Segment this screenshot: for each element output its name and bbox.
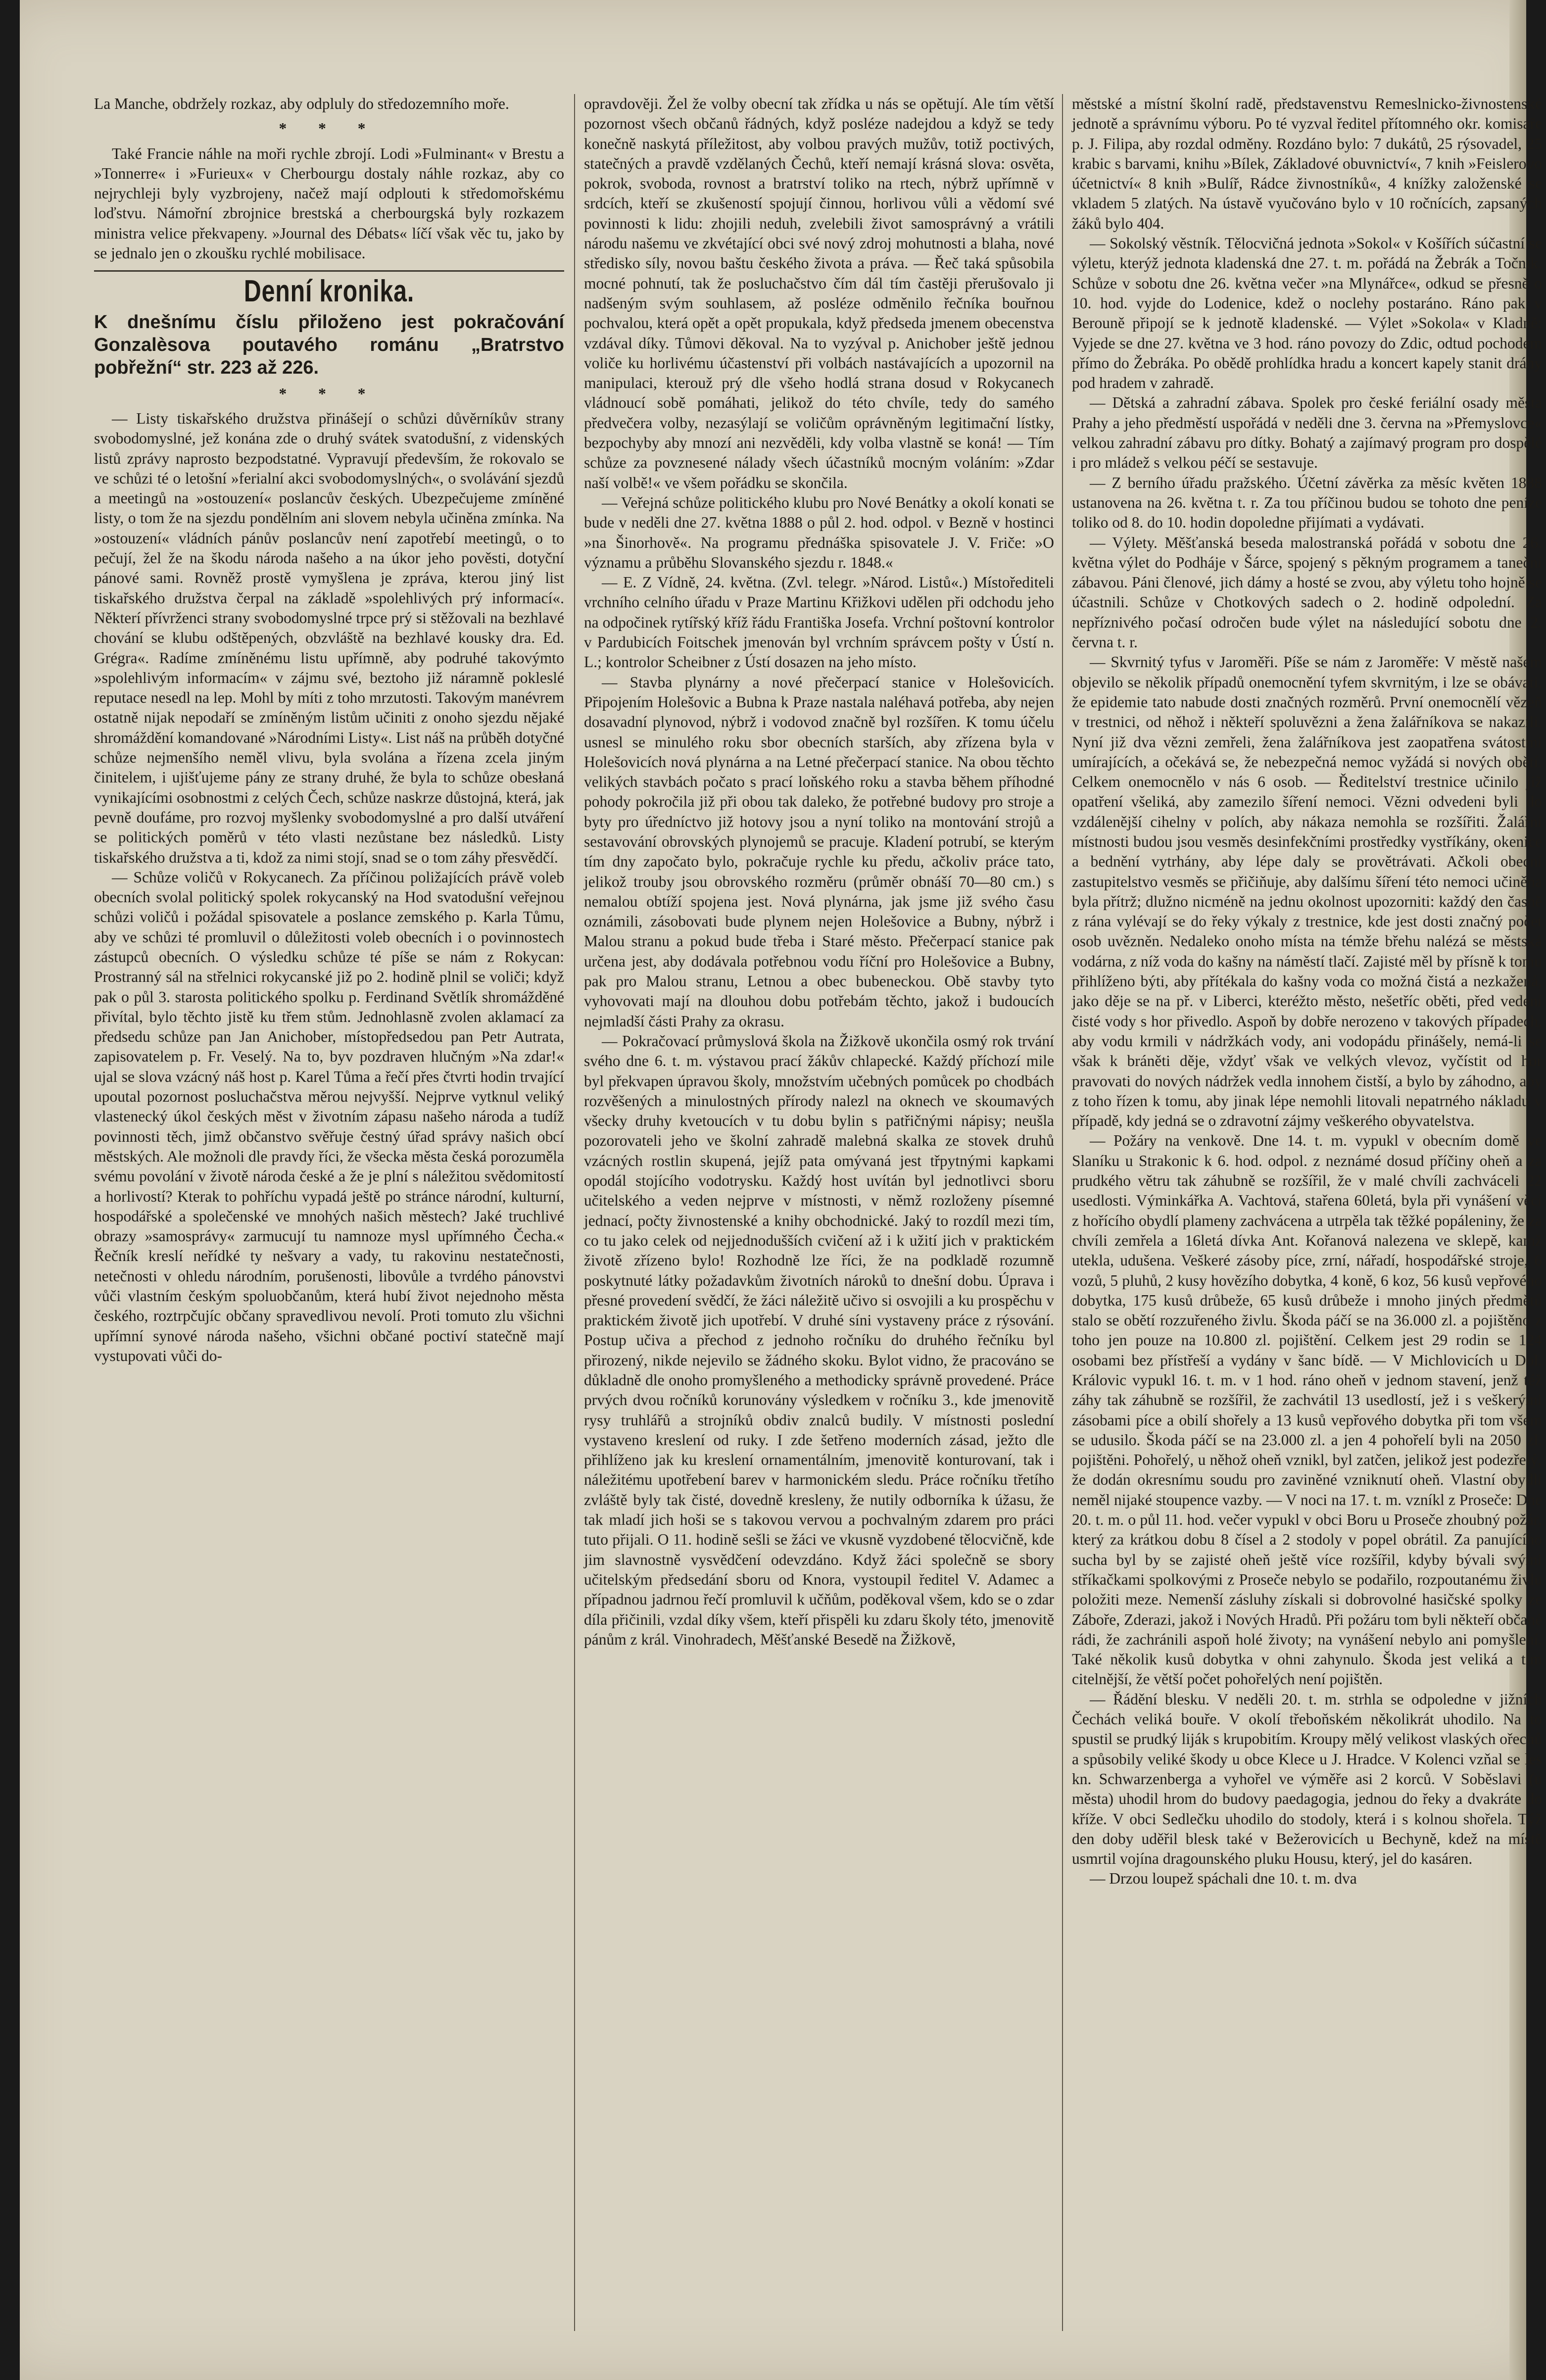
article-text: — Listy tiskařského družstva přinášejí o schůzi důvěrníkův strany svobodomyslné, jež konána zde o druhý svátek svatodušní, z videnských listů zprávy naprosto bezpodstatné. Vypravují především, že rokovalo se ve schůzi té o letošní »ferialní akci svobodomyslných«, o svolávání sjezdů a meetingů na »ostouzení« poslancův českých. Ubezpečujeme zmíněné listy, o tom že na sjezdu pondělním ani slovem nebyla učiněna zmínka. Na »ostouzení« vládních pánův poslancův není zapotřebí meetingů, o to pečují, žel že na škodu národa našeho a na úkor jeho pověsti, dotyční pánové sami. Rovněž prostě vymyšlena je zpráva, kterou jiný list tiskařského družstva čerpal na základě »spolehlivých prý informací«. Některí přívrženci strany svobodomyslné trpce prý si stěžovali na bezhlavé chování se klubu odštěpených, obzvláště na bezhlavé kousky dra. Ed. Grégra«. Radíme zmíněnému listu upřímně, aby podruhé takovýmto »spolehlivým informacím« v zájmu své, beztoho již náramně pokleslé reputace nesedl na lep. Mohl by míti z toho mrzutosti. Takovým manévrem ostatně nijak nepodaří se zmíněným listům učiniti z onoho sjezdu nějaké shromáždění komandované »Národními Listy«. List náš na průběh dotyčné schůze nejmenšího neměl vlivu, byla svolána a řízena zcela jiným činitelem, i ujišťujeme pány ze strany druhé, že byla to schůze obesłaná vynikajícími osobnostmi z celých Čech, schůze naskrze důstojná, která, jak pevně doufáme, pro rozvoj myšlenky svobodomyslné a pro další utváření se politických poměrů v této vlasti nezůstane bez následků. Listy tiskařského družstva a ti, kdož za nimi stojí, snad se o tom záhy přesvědčí. xyxy=(94,409,564,866)
article-text: — Výlety. Měšťanská beseda malostranská pořádá v sobotu dne 26. května výlet do Podháje v Šárce, spojený s pěkným programem a taneční zábavou. Páni členové, jich dámy a hosté se zvou, aby výletu toho hojně se účastnili. Schůze v Chotkových sadech o 2. hodině odpolední. Za nepříznivého počasí odročen bude výlet na následující sobotu dne 2. června t. r. xyxy=(1072,534,1542,651)
article-text: — E. Z Vídně, 24. května. (Zvl. telegr. »Národ. Listů«.) Místořediteli vrchního celního úřadu v Praze Martinu Křižkovi udělen při odchodu jeho na odpočinek rytířský kříž řádu Františka Josefa. Vrchní poštovní kontrolor v Pardubicích Foitschek jmenován byl vrchním správcem pošty v Ústí n. L.; kontrolor Scheibner z Ústí dosazen na jeho místo. xyxy=(584,574,1054,671)
article-text: — Sokolský věstník. Tělocvičná jednota »Sokol« v Košířích súčastní se výletu, kterýž jednota kladenská dne 27. t. m. pořádá na Žebrák a Točník. Schůze v sobotu dne 26. května večer »na Mlynářce«, odkud se přesně o 10. hod. vyjde do Lodenice, kdež o noclehy postaráno. Ráno pak v Berouně připojí se k jednotě kladenské. — Výlet »Sokola« v Kladně: Vyjede se dne 27. května ve 3 hod. ráno povozy do Zdic, odtud pochodem přímo do Žebráka. Po obědě prohlídka hradu a koncert kapely stanit dráhy pod hradem v zahradě. xyxy=(1072,235,1542,392)
article-text: — Stavba plynárny a nové přečerpací stanice v Holešovicích. Připojením Holešovic a Bubna k Praze nastala naléhavá potřeba, aby nejen dosavadní plynovod, nýbrž i vodovod značně byl rozšířen. K tomu účelu usnesl se minulého roku sbor obecních starších, aby zřízena byla v Holešovicích nová plynárna a na Letné přečerpací stanice. Na obou těchto velikých stavbách počato s prací loňského roku a stavba během příhodné pohody pokročila již při obou tak daleko, že potřebné budovy pro stroje a byty pro úředníctvo již hotovy jsou a nyní toliko na montování strojů a sestavování obrovských plynojemů se pracuje. Kladení potrubí, se kterým tím dny započato bylo, pokračuje rychle ku předu, ačkoliv práce tato, jelikož trouby jsou obrovského rozměru (průměr obnáší 70—80 cm.) s nemalou obtíží spojena jest. Nová plynárna, jak jsme již svého času oznámili, zásobovati bude plynem nejen Holešovice a Bubny, nýbrž i Malou stranu a pokud bude třeba i Staré město. Přečerpací stanice pak určena jest, aby dodávala potřebnou vodu říční pro Holešovice a Bubny, pak pro Malou stranu, Letnou a obec bubeneckou. Obě stavby tyto vyhovovati mají na dlouhou dobu potřebám těchto, jakož i budoucích nejmladší části Prahy za okrasu. xyxy=(584,673,1054,1030)
article-text: — Drzou loupež spáchali dne 10. t. m. dva xyxy=(1090,1870,1357,1888)
article-text: — Veřejná schůze politického klubu pro Nové Benátky a okolí konati se bude v neděli dne 27. května 1888 o půl 2. hod. odpol. v Bezně v hostinci »na Šinorhově«. Na programu přednáška spisovatele J. V. Friče: »O významu a průběhu Slovanského sjezdu r. 1848.« xyxy=(584,493,1054,571)
article-text: — Schůze voličů v Rokycanech. Za příčinou poližajících právě voleb obecních svolal politický spolek rokycanský na Hod svatodušní veřejnou schůzi voličů i požádal spisovatele a poslance zemského p. Karla Tůmu, aby ve schůzi té promluvil o důležitosti voleb obecních i o povinnostech zástupců obecních. O výsledku schůze té píše se nám z Rokycan: Prostranný sál na střelnici rokycanské již po 2. hodině plnil se voliči; když pak o půl 3. starosta politického spolku p. Ferdinand Světlík shromážděné přivítal, bylo těchto jistě ku třem stům. Jednohlasně zvolen aklamací za předsedu schůze pan Jan Anichober, místopředsedou pan Petr Autrata, zapisovatelem p. Fr. Veselý. Na to, byv pozdraven hlučným »Na zdar!« ujal se slova vzácný náš host p. Karel Tůma a řečí přes čtvrti hodin trvající upoutal pozornost posluchačstva měrou nejvyšší. Nejprve vytknul veliký vlastenecký úkol českých měst v životním zápasu našeho národa a tudíž povinnosti těch, jimž občanstvo svěřuje čestný úřad správy našich obcí městských. Ale možnoli dle pravdy říci, že všecka města česká porozuměla svému povolání v životě národa české a že je plní s náležitou svědomitostí a horlivostí? Kterak to pohříchu vypadá ještě po stránce národní, kulturní, hospodářské a společenské ve mnohých našich městech? Jaké truchlivé obrazy »samosprávy« zarmucují tu namnoze mysl upřímného Čecha.« Řečník kreslí neřídké ty nešvary a vady, tu rakovinu nestatečnosti, netečnosti v ohledu národním, porušenosti, libovůle a tvrdého pánovstvi vůči vlastním českým spoluobčanům, která hubí život nejednoho města českého, roztrpčujíc občany spravedlivou nevolí. Proti tomuto zlu všichni upřímní synové národa našeho, všichni občané poctiví statečně mají vystupovati vůči do- xyxy=(94,868,564,1364)
article-text: — Požáry na venkově. Dne 14. t. m. vypukl v obecním domě ve Slaníku u Strakonic k 6. hod. odpol. z neznámé dosud příčiny oheň a za prudkého větru tak záhubně se rozšířil, že v malé chvíli zachváceli 22 usedlosti. Výminkářka A. Vachtová, stařena 60letá, byla při vynášení věcí z hořícího obydlí plameny zachvácena a utrpěla tak těžké popáleniny, že za chvíli zemřela a 16letá dívka Ant. Kořanová nalezena ve sklepě, kamž utekla, udušena. Veškeré zásoby píce, zrní, nářadí, hospodářské stroje, 6 vozů, 5 pluhů, 2 kusy hovězího dobytka, 4 koně, 6 koz, 56 kusů vepřového dobytka, 175 kusů drůbeže, 65 kusů drůbeže i mnoho jiných předmětů stalo se obětí rozzuřeného živlu. Škoda páčí se na 36.000 zl. a pojištěno z toho jen pouze na 10.800 zl. pojištění. Celkem jest 29 rodin se 124 osobami bez přístřeší a vydány v šanc bídě. — V Michlovicích u Dol. Královic vypukl 16. t. m. v 1 hod. ráno oheň v jednom stavení, jenž též záhy tak záhubně se rozšířil, že zachvátil 13 usedlostí, jež i s veškerými zásobami píce a obilí shořely a 13 kusů vepřového dobytka při tom všem se udusilo. Škoda páčí se na 23.000 zl. a jen 4 pohořelí byli na 2050 zl. pojištěni. Pohořelý, u něhož oheň vznikl, byl zatčen, jelikož jest podezřelý, že dodán okresnímu soudu pro zaviněné vzniknutí oheň. Vlastní obydlí neměl nijaké stoupence vazby. — V noci na 17. t. m. vzníkl z Proseče: Dne 20. t. m. o půl 11. hod. večer vypukl v obci Boru u Proseče zhoubný požár, který za krátkou dobu 8 čísel a 2 stodoly v popel obrátil. Za panujícího sucha byl by se zajisté oheň ještě více rozšířil, kdyby bývali svými stříkačkami spolkovými z Proseče nebylo se podařilo, rozpoutanému živlu položiti meze. Nemenší zásluhy získali si dobrovolné hasičské spolky ze Záboře, Zderazi, jakož i Nových Hradů. Při požáru tom byli někteří občané rádi, že zachránili aspoň holé životy; na vynášení nebylo ani pomyšlení. Také několik kusů dobytka v ohni zahynulo. Škoda jest veliká a tím citelnější, že větší počet pohořelých není pojištěn. xyxy=(1072,1132,1542,1688)
section-separator-stars: * * * xyxy=(279,120,380,138)
supplement-notice: K dnešnímu číslu přiloženo jest pokračování Gonzalèsova poutavého románu „Bratrstvo pobřežní“ str. 223 až 226. xyxy=(94,311,564,378)
article-text: opravdověji. Žel že volby obecní tak zřídka u nás se opětují. Ale tím větší pozornost všech občanů řádných, když posléze nadejdou a když se tedy konečně naskytá příležitost, aby volbou pravých mužův, totiž poctivých, statečných a pravdě vzdělaných Čechů, kteří nemají krásná slova: osvěta, pokrok, svoboda, rovnost a bratrství toliko na rtech, nýbrž upřímně v srdcích, kteří se zkušeností spojují činnou, horlivou vůli a vědomí své povinnosti k lidu: zhojili neduh, zvelebili život samosprávný a vrátili národu našemu ve zkvétající obci své nový zdroj mohutnosti a blaha, nové středisko síly, novou baštu českého života a práva. — Řeč taká spůsobila mocné pohnutí, tak že posluchačstvo čím dál tím častěji přerušovalo ji nadšeným svým souhlasem, až posléze odměnilo řečníka bouřnou pochvalou, která opět a opět propukala, když předseda jmenem obecenstva vzdával díky. Tůmovi děkoval. Na to vyzýval p. Anichober ještě jednou voliče ku horlivému účastenství při volbách nastávajících a upozornil na manipulaci, kterouž prý dle všeho hodlá strana dosud v Rokycanech vládnoucí sobě pomáhati, jelikož do této chvíle, tedy do samého předvečera volby, nezasýlají se voličům oprávněným legitimační lístky, bezpochyby aby mnozí ani nezvěděli, kdy volba vlastně se koná! — Tím schůze za povznesené nálady všech účastníků mocným voláním: »Zdar naší volbě!« ve všem pořádku se skončila. xyxy=(584,95,1054,491)
article-text: — Řádění blesku. V neděli 20. t. m. strhla se odpoledne v jižních Čechách veliká bouře. V okolí třeboňském několikrát uhodilo. Na to spustil se prudký liják s krupobitím. Kroupy mělý velikost vlaských ořechů a spůsobily veliké škody u obce Klece u J. Hradce. V Kolenci vzňal se les kn. Schwarzenberga a vyhořel ve výměře asi 2 korců. V Soběslavi (u města) uhodil hrom do budovy paedagogia, jednou do řeky a dvakráte do kříže. V obci Sedlečku uhodilo do stodoly, která i s kolnou shořela. Týž den doby uděřil blesk také v Bežerovicích u Bechyně, kdež na místě usmrtil vojína dragounského pluku Housu, který, jel do kasáren. xyxy=(1072,1690,1542,1868)
article-text: Také Francie náhle na moři rychle zbrojí. Lodi »Fulminant« v Brestu a »Tonnerre« i »Furieux« v Cherbourgu dostaly náhle rozkaz, aby co nejrychleji byly vyzbrojeny, načež mají odplouti k středomořskému loďstvu. Námořní zbrojnice brestská a cherbourgská byly rozkazem ministra velice překvapeny. »Journal des Débats« líčí však věc tu, jako by se jednalo jen o zkoušku rychlé mobilisace. xyxy=(94,145,564,262)
column-rule-2 xyxy=(1062,94,1063,2331)
article-text: — Z berního úřadu pražského. Účetní závěrka za měsíc květen 1888 ustanovena na 26. května t. r. Za tou příčinou budou se tohoto dne peníze toliko od 8. do 10. hodin dopoledne přijímati a vydávati. xyxy=(1072,474,1542,532)
section-heading: Denní kronika. xyxy=(243,274,415,309)
column-rule-1 xyxy=(574,94,575,2331)
section-rule xyxy=(94,270,564,272)
article-text: městské a místní školní radě, představenstvu Remeslnicko-živnostenské jednotě a správnímu výboru. Po té vyzval ředitel přítomného okr. komisaře p. J. Filipa, aby rozdal odměny. Rozdáno bylo: 7 dukátů, 25 rýsovadel, 25 krabic s barvami, knihu »Bílek, Základové obuvnictví«, 7 knih »Feislerovo účetnictví« 8 knih »Bulíř, Rádce živnostníků«, 4 knížky založenské se vkladem 5 zlatých. Na ústavě vyučováno bylo v 10 ročnících, zapsaných žáků bylo 404. xyxy=(1072,95,1542,232)
scan-border-left xyxy=(0,0,20,2380)
article-text: — Dětská a zahradní zábava. Spolek pro české feriální osady města Prahy a jeho předměstí uspořádá v neděli dne 3. června na »Přemyslovce« velkou zahradní zábavu pro dítky. Bohatý a zajímavý program pro dospělé i pro mládež s velkou péčí se sestavuje. xyxy=(1072,394,1542,472)
column-3 xyxy=(1072,94,1542,1889)
article-text: — Skvrnitý tyfus v Jaroměři. Píše se nám z Jaroměře: V městě našem objevilo se několik případů onemocnění tyfem skvrnitým, i lze se obávati, že epidemie tato nabude dosti značných rozměrů. První onemocnělí vězeň v trestnici, od něhož i někteří spoluvězni a žena žalářníkova se nakazili. Nyní již dva vězni zemřeli, žena žalářníkova jest zaopatřena svátostmi umírajících, a očekává se, že nebezpečná nemoc vyžádá si nových obětí. Celkem onemocnělo v nás 6 osob. — Ředitelství trestnice učinilo již opatření všeliká, aby zamezilo šíření nemoci. Vězni odvedeni byli do vzdálenější cihelny v polích, aby nákaza nemohla se rozšířiti. Žalářní místnosti budou jsou vesměs desinfekčními prostředky vystříkány, okenice a bednění vytrhány, aby lépe daly se provětrávati. Ačkoli obecní zastupitelstvo vesměs se přičiňuje, aby dalšímu šíření této nemoci učiněna byla přítrž; dlužno nicméně na jednu okolnost upozorniti: každý den časně z rána vylévají se do řeky výkaly z trestnice, kde jest dosti značný počet osob uvězněn. Nedaleko onoho místa na témže břehu nalézá se městská vodárna, z níž voda do kašny na náměstí tlačí. Zajisté měl by přísně k tomu přihlíženo býti, aby přítékala do kašny voda co možná čistá a nezkažená, jako děje se na př. v Liberci, kteréžto město, nešetříc oběti, před vedení čisté vody s hor přivedlo. Aspoň by dobře nerozeno v takových případech, aby vodu krmili v nádržkách vody, ani vodopádu přinášely, nemá-li se však k bráněti děje, vždyť však ve velkých vlevoz, vyčístit od hor pravovati do nových nádržek vedla innohem čistší, a bylo by záhodno, aby z toho řízen k tomu, aby jinak lépe nemohli litovali nepatrného nákladu v případě, kdy jedná se o zdravotní zájmy veškerého obyvatelstva. xyxy=(1072,653,1542,1130)
column-1 xyxy=(94,94,564,1366)
section-separator-stars: * * * xyxy=(279,385,380,402)
column-2 xyxy=(584,94,1054,1650)
article-text: La Manche, obdržely rozkaz, aby odpluly do středozemního moře. xyxy=(94,95,509,112)
article-text: — Pokračovací průmyslová škola na Žižkově ukončila osmý rok trvání svého dne 6. t. m. výstavou prací žákův chlapecké. Každý příchozí mile byl překvapen úpravou školy, množstvím učebných pomůcek po chodbách rozvěšených a minulostných přírody nalezl na oknech ve skoumavých všecky druhy kvetoucích v tu dobu bylin s patřičnými nápisy; neušla pozorovateli jeho ve školní zahradě malebná skalka ze stovek druhů vzácných rostlin skupená, jejíž pata omývaná jest třpytnými kapkami opodál stojícího vodotrysku. Každý host uvítán byl jednotlivci sboru učitelského a veden nejprve v místnosti, v němž rozloženy písemné jednací, počty živnostenské a knihy obchodnické. Jaký to rozdíl mezi tím, co tu jako celek od nejjednodušších cvičení až i k užití jich v praktickém životě zřízeno bylo! Rozhodně lze říci, že na podkladě rozumně poskytnuté látky požadavkům životních nároků to dnešní dobu. Úprava i přesné provedení svědčí, že žáci náležitě učivo si osvojili a ku prospěchu v praktickém životě jich upotřebí. V druhé síni vystaveny práce z rýsování. Postup učiva a přechod z jednoho ročníku do druhého řečníku byl přirozený, nikde nejevilo se žádného skoku. Bylot vidno, že pracováno se důkladně dle onoho promyšleného a methodicky správně provedené. Práce prvých dvou ročníků korunovány výsledkem v ročníku 3., kde jmenovitě rysy truhlářů a strojníků obdiv znalců budily. V místnosti poslední vystaveno kreslení od ruky. I zde šetřeno moderních zásad, ježto dle přihlíženo jak ku kreslení ornamentálním, jmenovitě konturovaní, tak i náležitému upotřebení barev v harmonickém sledu. Práce ročníku třetího zvláště byly tak čisté, dovedně kresleny, že nutily odborníka k úžasu, že tak mladí jich hoši se s takovou vervou a pochvalným zdarem pro práci tuto přijali. O 11. hodině sešli se žáci ve vkusně vyzdobené tělocvičně, kde jim slavnostně vysvědčení odevzdáno. Když žáci společně se sbory učitelským předsedání sboru od Knora, vystoupil ředitel V. Adamec a případnou jadrnou řečí promluvil k učňům, poděkoval všem, kdo se o zdar díla přičinili, vzdal díky všem, kteří přispěli ku zdaru školy této, jmenovitě pánům z král. Vinohradech, Měšťanské Besedě na Žižkově, xyxy=(584,1032,1054,1648)
